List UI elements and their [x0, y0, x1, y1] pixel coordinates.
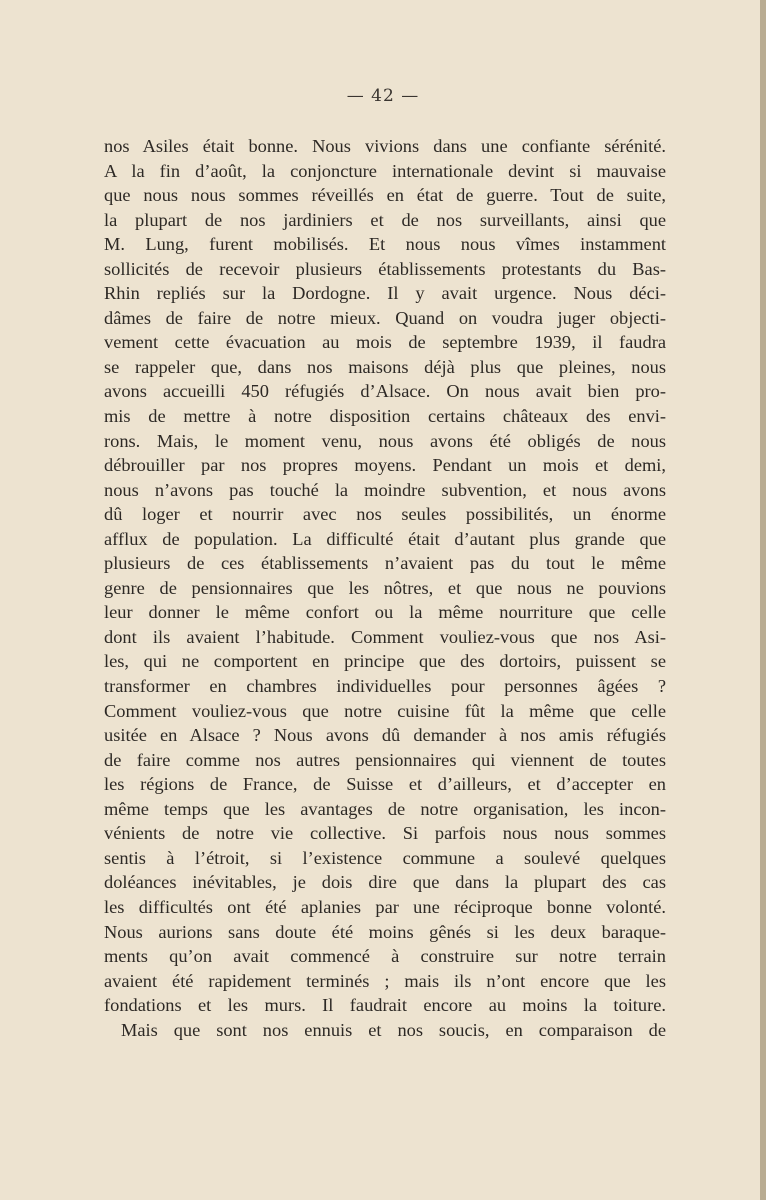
- text-line: afflux de population. La difficulté était d’autant plus grande que: [104, 528, 666, 549]
- text-line: se rappeler que, dans nos maisons déjà plus que pleines, nous: [104, 356, 666, 377]
- text-line: leur donner le même confort ou la même nourriture que celle: [104, 602, 666, 623]
- text-line: de faire comme nos autres pensionnaires qui viennent de toutes: [104, 749, 666, 770]
- page-edge: [760, 0, 766, 1200]
- text-line: rons. Mais, le moment venu, nous avons été obligés de nous: [104, 430, 666, 451]
- text-line: dont ils avaient l’habitude. Comment vouliez-vous que nos Asi-: [104, 626, 666, 647]
- text-line: mis de mettre à notre disposition certains châteaux des envi-: [104, 406, 666, 427]
- text-line: usitée en Alsace ? Nous avons dû demander à nos amis réfugiés: [104, 725, 666, 746]
- text-line: vénients de notre vie collective. Si parfois nous nous sommes: [104, 823, 666, 844]
- text-line: dû loger et nourrir avec nos seules possibilités, un énorme: [104, 504, 666, 525]
- text-line: genre de pensionnaires que les nôtres, et que nous ne pouvions: [104, 577, 666, 598]
- text-line: transformer en chambres individuelles pour personnes âgées ?: [104, 676, 666, 697]
- text-line: M. Lung, furent mobilisés. Et nous nous vîmes instamment: [104, 234, 666, 255]
- text-line: les régions de France, de Suisse et d’ailleurs, et d’accepter en: [104, 774, 666, 795]
- text-line: la plupart de nos jardiniers et de nos surveillants, ainsi que: [104, 209, 666, 230]
- page-number: — 42 —: [346, 86, 420, 106]
- text-line: avaient été rapidement terminés ; mais ils n’ont encore que les: [104, 970, 666, 991]
- text-line: doléances inévitables, je dois dire que dans la plupart des cas: [104, 872, 666, 893]
- text-line: débrouiller par nos propres moyens. Pendant un mois et demi,: [104, 455, 666, 476]
- text-line: sentis à l’étroit, si l’existence commune a soulevé quelques: [104, 847, 666, 868]
- text-line: les difficultés ont été aplanies par une réciproque bonne volonté.: [104, 896, 666, 917]
- text-line: avons accueilli 450 réfugiés d’Alsace. On nous avait bien pro-: [104, 381, 666, 402]
- text-line: fondations et les murs. Il faudrait encore au moins la toiture.: [104, 995, 666, 1016]
- text-line: Comment vouliez-vous que notre cuisine fût la même que celle: [104, 700, 666, 721]
- text-line: A la fin d’août, la conjoncture internationale devint si mauvaise: [104, 160, 666, 181]
- text-line: sollicités de recevoir plusieurs établissements protestants du Bas-: [104, 258, 666, 279]
- text-line: Nous aurions sans doute été moins gênés si les deux baraque-: [104, 921, 666, 942]
- text-line: Mais que sont nos ennuis et nos soucis, en comparaison de: [121, 1019, 666, 1040]
- text-line: que nous nous sommes réveillés en état de guerre. Tout de suite,: [104, 185, 666, 206]
- text-line: Rhin repliés sur la Dordogne. Il y avait urgence. Nous déci-: [104, 283, 666, 304]
- text-line: vement cette évacuation au mois de septembre 1939, il faudra: [104, 332, 666, 353]
- text-line: dâmes de faire de notre mieux. Quand on voudra juger objecti-: [104, 307, 666, 328]
- text-line: plusieurs de ces établissements n’avaient pas du tout le même: [104, 553, 666, 574]
- text-line: les, qui ne comportent en principe que des dortoirs, puissent se: [104, 651, 666, 672]
- text-line: ments qu’on avait commencé à construire sur notre terrain: [104, 946, 666, 967]
- text-line: nous n’avons pas touché la moindre subvention, et nous avons: [104, 479, 666, 500]
- text-line: même temps que les avantages de notre organisation, les incon-: [104, 798, 666, 819]
- body-text: [104, 134, 666, 1042]
- text-line: nos Asiles était bonne. Nous vivions dans une confiante sérénité.: [104, 136, 666, 156]
